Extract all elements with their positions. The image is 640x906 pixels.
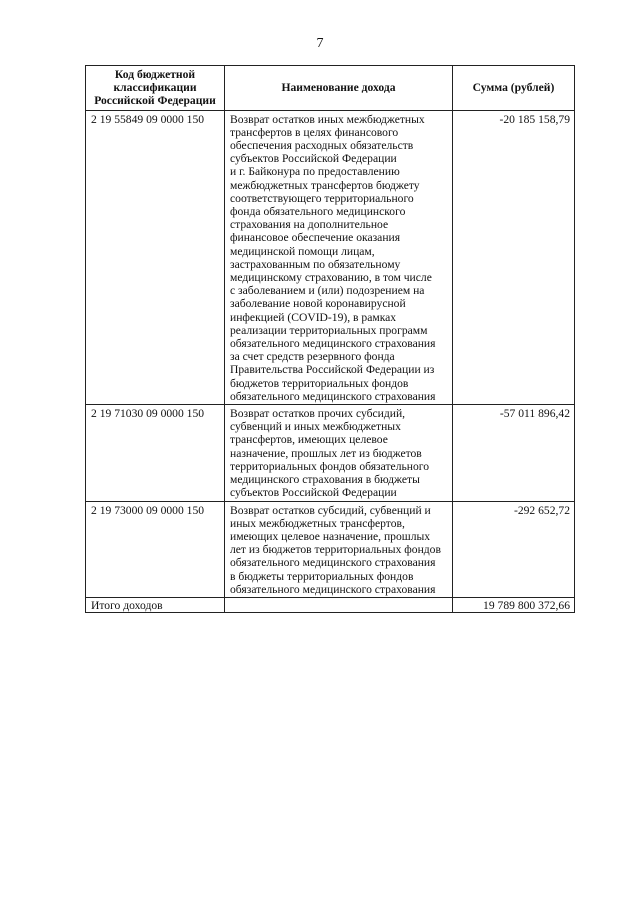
income-name-line: Правительства Российской Федерации из: [230, 363, 435, 377]
income-name-line: обязательного медицинского страхования: [230, 556, 436, 570]
income-name-line: застрахованным по обязательному: [230, 257, 401, 271]
total-empty-cell: [225, 597, 453, 612]
amount-cell: -57 011 896,42: [453, 405, 575, 501]
income-name-line: инфекцией (COVID-19), в рамках: [230, 310, 397, 324]
header-code-line: Российской Федерации: [94, 94, 216, 108]
income-name-line: обязательного медицинского страхования: [230, 389, 436, 403]
income-name-line: с заболеванием и (или) подозрением на: [230, 284, 425, 298]
income-name-line: субвенций и иных межбюджетных: [230, 420, 401, 434]
income-name-line: Возврат остатков субсидий, субвенций и: [230, 503, 431, 517]
income-name-line: имеющих целевое назначение, прошлых: [230, 529, 431, 543]
income-name-line: иных межбюджетных трансфертов,: [230, 516, 405, 530]
header-name: Наименование дохода: [225, 66, 453, 111]
header-code: [86, 66, 225, 111]
amount-cell: -292 652,72: [453, 501, 575, 597]
total-label: Итого доходов: [86, 597, 225, 612]
income-name-line: межбюджетных трансфертов бюджету: [230, 178, 420, 192]
income-name-line: назначение, прошлых лет из бюджетов: [230, 446, 422, 460]
income-name-line: трансфертов, имеющих целевое: [230, 433, 388, 447]
income-name-cell: [225, 405, 453, 501]
income-name-cell: [225, 110, 453, 404]
header-sum: Сумма (рублей): [453, 66, 575, 111]
income-name-line: в бюджеты территориальных фондов: [230, 569, 414, 583]
header-code-line: Код бюджетной: [114, 68, 196, 81]
table-header-row: [86, 66, 575, 111]
income-name-line: обязательного медицинского страхования: [230, 337, 436, 351]
income-name-cell: [225, 501, 453, 597]
income-name-line: за счет средств резервного фонда: [230, 350, 395, 364]
income-name-line: субъектов Российской Федерации: [230, 486, 397, 500]
table-row: [86, 110, 575, 404]
page-number: 7: [316, 36, 324, 51]
header-code-line: классификации: [113, 81, 197, 95]
income-name-line: медицинского страхования в бюджеты: [230, 473, 420, 487]
income-name-line: обязательного медицинского страхования: [230, 582, 436, 596]
income-name-line: территориальных фондов обязательного: [230, 459, 430, 473]
income-name-line: трансфертов в целях финансового: [230, 125, 399, 139]
income-name-line: Возврат остатков иных межбюджетных: [230, 112, 425, 126]
income-name-line: Возврат остатков прочих субсидий,: [230, 407, 406, 421]
income-name-line: финансовое обеспечение оказания: [230, 231, 401, 245]
income-name-line: и г. Байконура по предоставлению: [230, 165, 400, 179]
income-name-line: бюджетов территориальных фондов: [230, 376, 409, 390]
income-name-line: заболевание новой коронавирусной: [230, 297, 406, 311]
table-row: [86, 405, 575, 501]
budget-code-cell: 2 19 55849 09 0000 150: [86, 110, 225, 404]
income-name-line: медицинской помощи лицам,: [230, 244, 375, 258]
income-name-line: субъектов Российской Федерации: [230, 152, 397, 166]
budget-code-cell: 2 19 71030 09 0000 150: [86, 405, 225, 501]
total-sum: 19 789 800 372,66: [453, 597, 575, 612]
income-name-line: медицинскому страхованию, в том числе: [230, 271, 432, 285]
income-name-line: реализации территориальных программ: [230, 323, 428, 337]
income-name-line: лет из бюджетов территориальных фондов: [230, 543, 441, 557]
income-table: [85, 65, 575, 613]
table-row: [86, 501, 575, 597]
income-name-line: фонда обязательного медицинского: [230, 205, 406, 219]
total-row: [86, 597, 575, 612]
income-name-line: страхования на дополнительное: [230, 218, 389, 232]
income-name-line: обеспечения расходных обязательств: [230, 139, 414, 153]
budget-code-cell: 2 19 73000 09 0000 150: [86, 501, 225, 597]
income-name-line: соответствующего территориального: [230, 191, 414, 205]
amount-cell: -20 185 158,79: [453, 110, 575, 404]
